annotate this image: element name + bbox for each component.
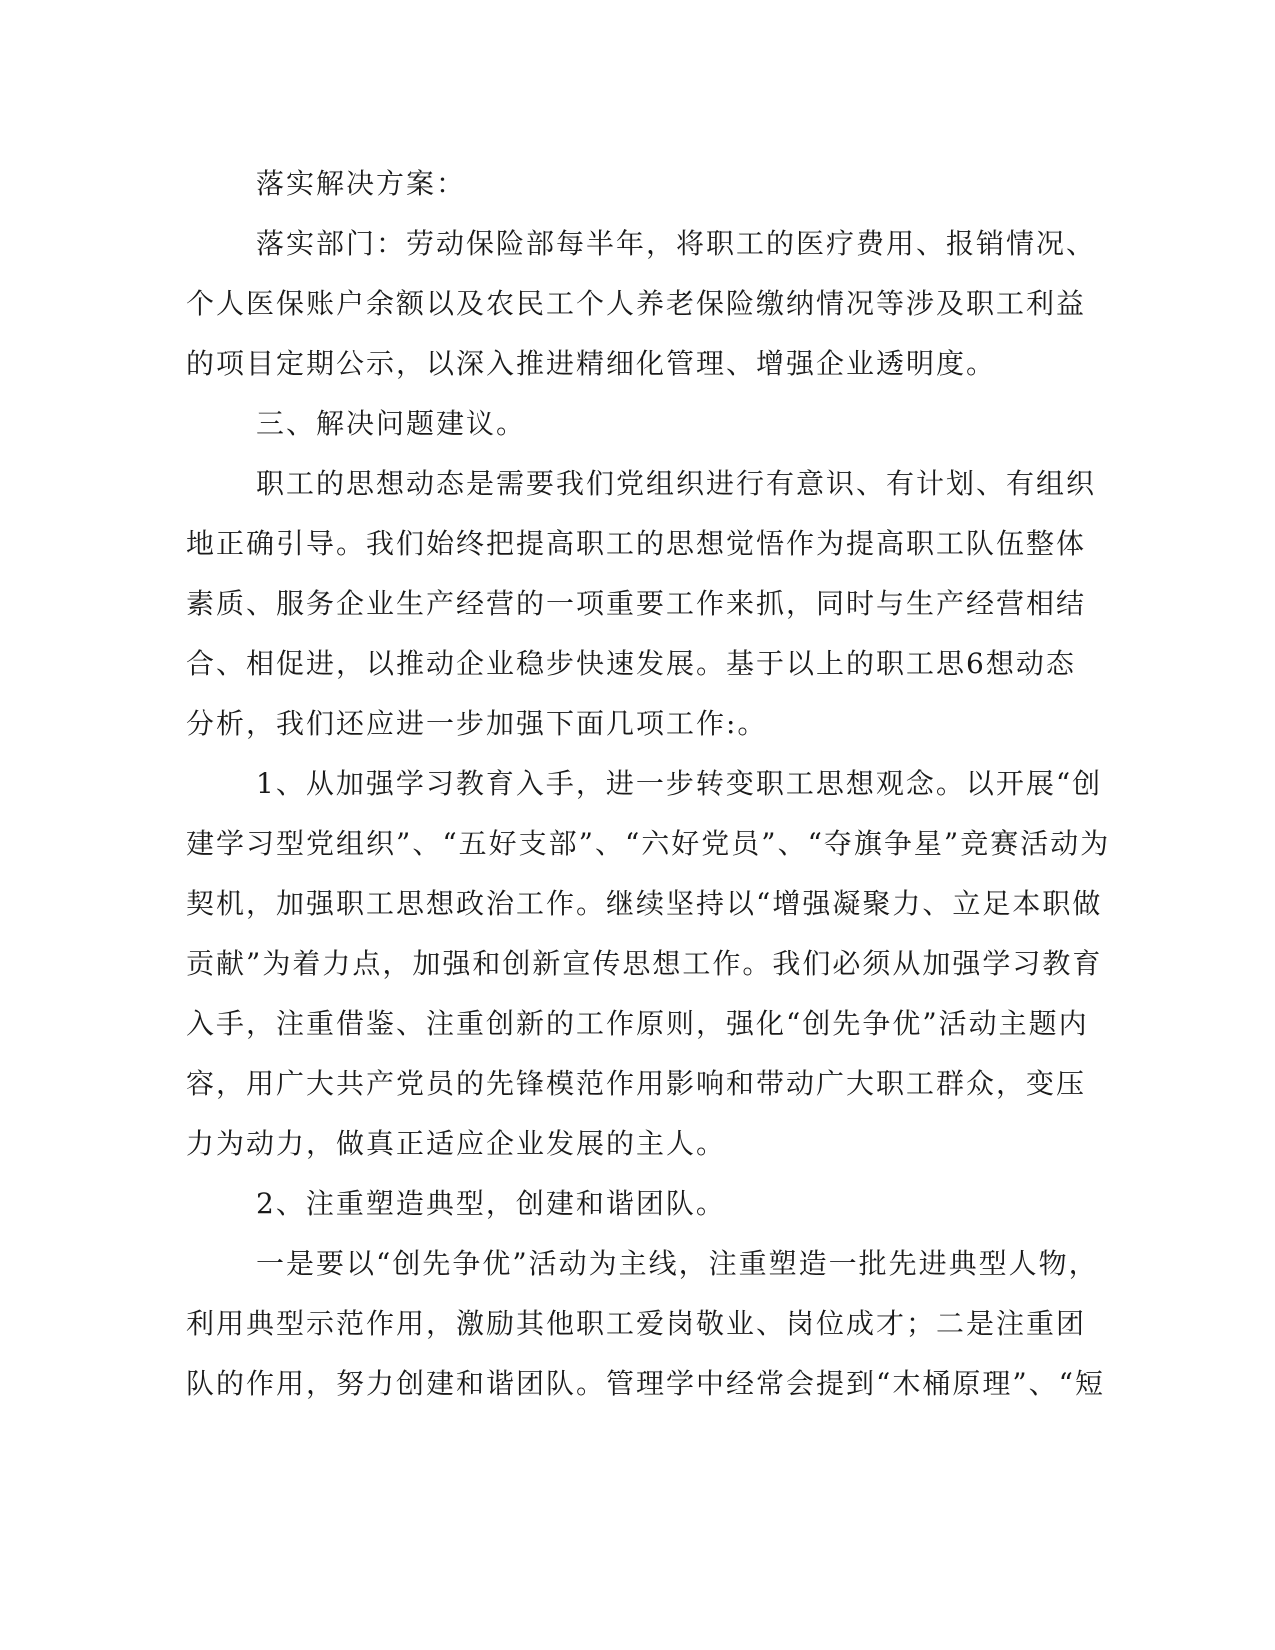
text-line: 的项目定期公示，以深入推进精细化管理、增强企业透明度。: [186, 347, 997, 380]
text-line: 个人医保账户余额以及农民工个人养老保险缴纳情况等涉及职工利益: [186, 287, 1087, 320]
text-line: 入手，注重借鉴、注重创新的工作原则，强化“创先争优”活动主题内: [186, 1007, 1089, 1040]
text-line: 合、相促进，以推动企业稳步快速发展。基于以上的职工思6想动态: [186, 647, 1076, 680]
section-heading: 三、解决问题建议。: [256, 407, 527, 440]
text-line: 贡献”为着力点，加强和创新宣传思想工作。我们必须从加强学习教育: [186, 947, 1103, 980]
text-line: 2、注重塑造典型，创建和谐团队。: [256, 1187, 726, 1220]
text-line: 容，用广大共产党员的先锋模范作用影响和带动广大职工群众，变压: [186, 1067, 1087, 1100]
text-line: 1、从加强学习教育入手，进一步转变职工思想观念。以开展“创: [256, 767, 1103, 800]
text-line: 地正确引导。我们始终把提高职工的思想觉悟作为提高职工队伍整体: [186, 527, 1087, 560]
text-line: 素质、服务企业生产经营的一项重要工作来抓，同时与生产经营相结: [186, 587, 1087, 620]
text-line: 力为动力，做真正适应企业发展的主人。: [186, 1127, 727, 1160]
document-body: [186, 160, 1111, 1420]
text-line: 一是要以“创先争优”活动为主线，注重塑造一批先进典型人物，: [256, 1247, 1099, 1280]
text-line: 利用典型示范作用，激励其他职工爱岗敬业、岗位成才；二是注重团: [186, 1307, 1087, 1340]
text-line: 队的作用，努力创建和谐团队。管理学中经常会提到“木桶原理”、“短: [186, 1367, 1105, 1400]
text-line: 建学习型党组织”、“五好支部”、“六好党员”、“夺旗争星”竞赛活动为: [186, 827, 1111, 860]
text-line: 分析，我们还应进一步加强下面几项工作:。: [186, 707, 768, 740]
text-line: 落实解决方案：: [256, 167, 467, 200]
text-line: 落实部门：劳动保险部每半年，将职工的医疗费用、报销情况、: [256, 227, 1097, 260]
text-line: 职工的思想动态是需要我们党组织进行有意识、有计划、有组织: [256, 467, 1097, 500]
text-line: 契机，加强职工思想政治工作。继续坚持以“增强凝聚力、立足本职做: [186, 887, 1103, 920]
